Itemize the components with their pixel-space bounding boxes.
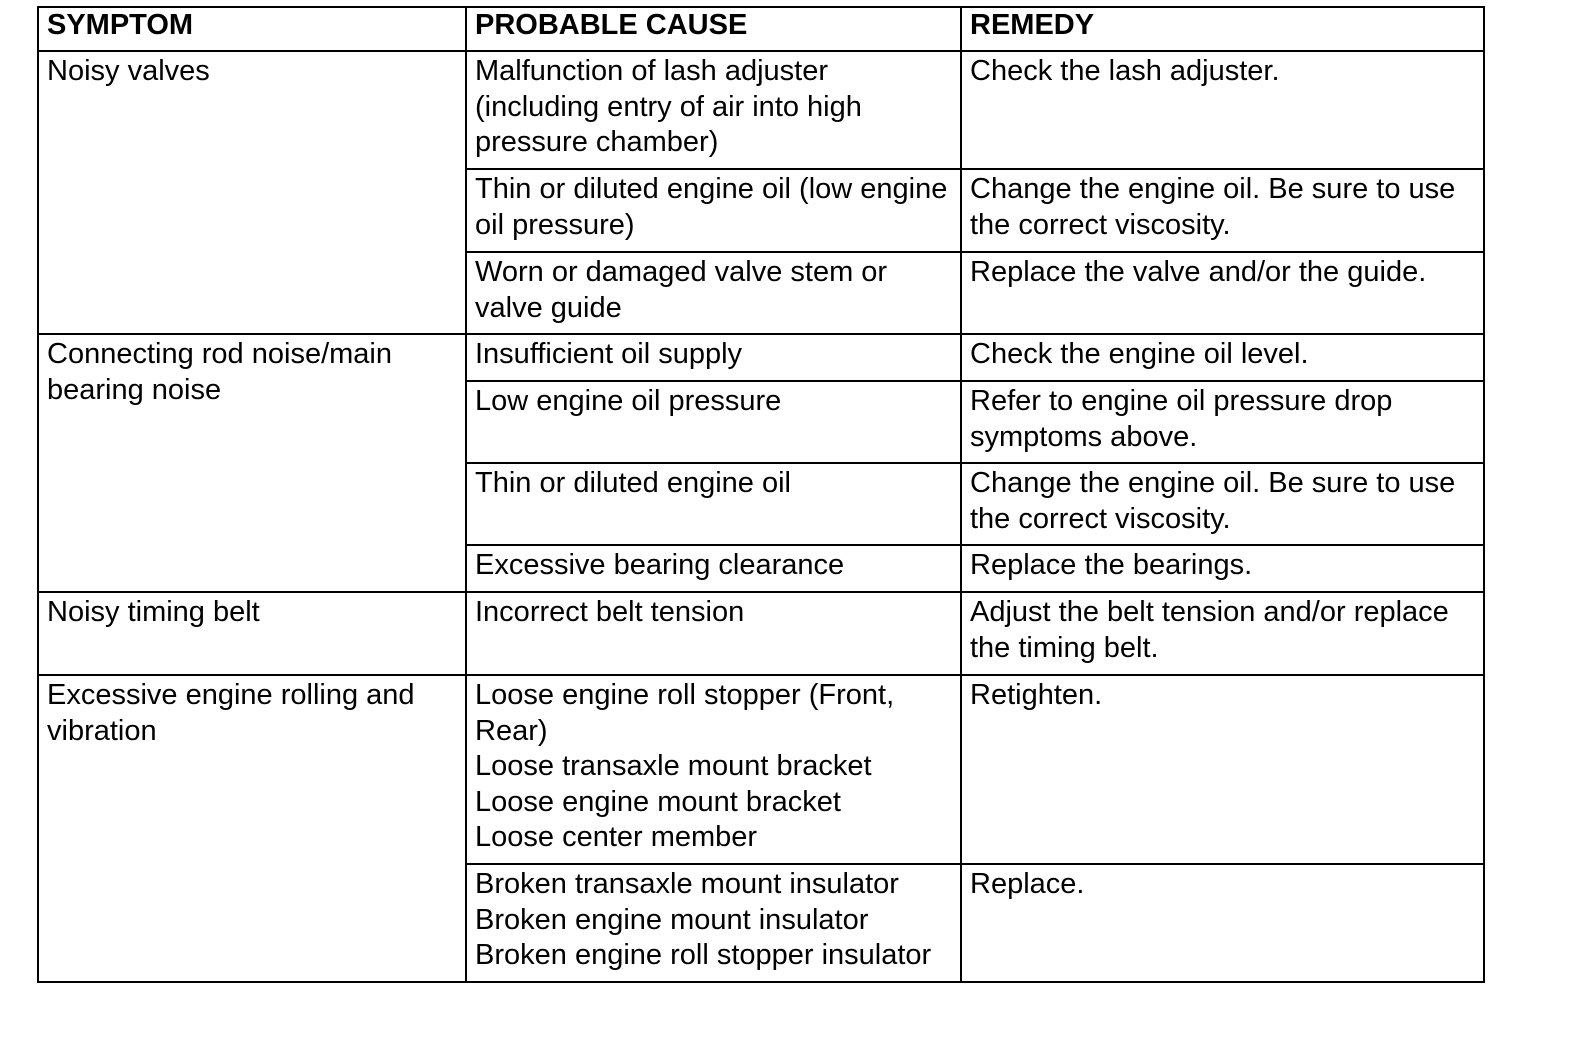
- cause-cell: Thin or diluted engine oil: [466, 463, 961, 545]
- troubleshooting-table: [37, 6, 1485, 983]
- table-row: [38, 592, 1484, 675]
- cause-cell: Excessive bearing clearance: [466, 545, 961, 592]
- cause-cell: Incorrect belt tension: [466, 592, 961, 675]
- symptom-cell: Connecting rod noise/main bearing noise: [38, 334, 466, 592]
- remedy-cell: Replace.: [961, 864, 1484, 982]
- cause-cell: Thin or diluted engine oil (low engine oil pressure): [466, 169, 961, 252]
- cause-line: Broken transaxle mount insulator: [475, 868, 899, 900]
- cause-cell: [466, 675, 961, 864]
- cause-line: Broken engine mount insulator: [475, 903, 869, 936]
- cause-cell: Low engine oil pressure: [466, 381, 961, 463]
- symptom-cell: Noisy timing belt: [38, 592, 466, 675]
- cause-line: Loose engine mount bracket: [475, 785, 841, 818]
- cause-cell: Worn or damaged valve stem or valve guide: [466, 252, 961, 334]
- cause-cell: [466, 864, 961, 982]
- remedy-cell: Change the engine oil. Be sure to use the correct viscosity.: [961, 463, 1484, 545]
- header-row: [38, 7, 1484, 51]
- symptom-cell: Noisy valves: [38, 51, 466, 334]
- header-symptom: SYMPTOM: [38, 7, 466, 51]
- table-row: [38, 334, 1484, 381]
- cause-line: Broken engine roll stopper insulator: [475, 939, 932, 971]
- table-row: [38, 675, 1484, 864]
- header-probable-cause: PROBABLE CAUSE: [466, 7, 961, 51]
- remedy-cell: Change the engine oil. Be sure to use the correct viscosity.: [961, 169, 1484, 252]
- remedy-cell: Check the lash adjuster.: [961, 51, 1484, 169]
- cause-line: Loose transaxle mount bracket: [475, 750, 872, 782]
- cause-cell: Malfunction of lash adjuster (including entry of air into high pressure chamber): [466, 51, 961, 169]
- remedy-cell: Refer to engine oil pressure drop symptoms above.: [961, 381, 1484, 463]
- cause-line: Loose center member: [475, 821, 758, 853]
- remedy-cell: Replace the bearings.: [961, 545, 1484, 592]
- remedy-cell: Replace the valve and/or the guide.: [961, 252, 1484, 334]
- remedy-cell: Adjust the belt tension and/or replace the timing belt.: [961, 592, 1484, 675]
- remedy-cell: Retighten.: [961, 675, 1484, 864]
- remedy-cell: Check the engine oil level.: [961, 334, 1484, 381]
- cause-cell: Insufficient oil supply: [466, 334, 961, 381]
- header-remedy: REMEDY: [961, 7, 1484, 51]
- symptom-cell: Excessive engine rolling and vibration: [38, 675, 466, 982]
- table-row: [38, 51, 1484, 169]
- cause-line: Loose engine roll stopper (Front, Rear): [475, 679, 895, 747]
